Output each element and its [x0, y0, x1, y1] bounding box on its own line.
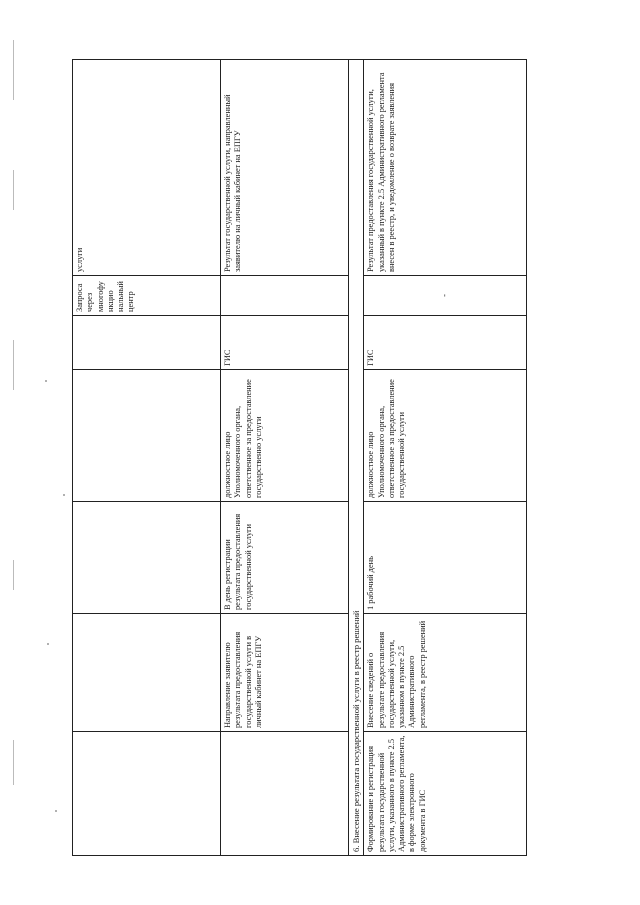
cell-result: услуги [73, 60, 221, 276]
cell-action: Направление заявителю результата предоставления государственной услуги в личный кабинет на ЕПГУ [221, 614, 349, 732]
binding-marks [10, 40, 18, 860]
table-row-section6 [364, 60, 527, 856]
cell-result: Результат государственной услуги, направленный заявителю на личный кабинет на ЕПГУ [221, 60, 349, 276]
table-row-continuation [73, 60, 221, 856]
cell-resource: ГИС [364, 316, 527, 370]
cell-condition [221, 276, 349, 316]
rotated-table-container [72, 60, 527, 856]
cell-responsible: должностное лицо Уполномоченного органа, ответственное за предоставление государственно услуги [221, 370, 349, 502]
cell-term-empty [73, 502, 221, 614]
scan-speck [63, 494, 65, 496]
table-row-section-heading [349, 60, 364, 856]
procedure-table [72, 59, 527, 856]
cell-term: 1 рабочий день [364, 502, 527, 614]
cell-action-empty [73, 614, 221, 732]
scan-speck [55, 810, 57, 812]
cell-procedure-empty [73, 732, 221, 856]
cell-resource-empty [73, 316, 221, 370]
cell-responsible: должностное лицо Уполномоченного органа, ответственное за предоставление государственной услуги [364, 370, 527, 502]
scan-speck [45, 380, 47, 382]
cell-term: В день регистрации результата предоставления государственной услуги [221, 502, 349, 614]
table-row-epgu [221, 60, 349, 856]
cell-responsible-empty [73, 370, 221, 502]
section-6-heading: 6. Внесение результата государственной услуги в реестр решений [349, 60, 364, 856]
cell-procedure-empty [221, 732, 349, 856]
cell-action: Внесение сведений о результате предоставления государственной услуги, указанном в пункте 2.5 Административного регламента, в реестр решений [364, 614, 527, 732]
cell-resource: ГИС [221, 316, 349, 370]
cell-condition: - [364, 276, 527, 316]
scan-speck [47, 643, 49, 645]
cell-condition: Запроса через многофункцио нальный центр [73, 276, 221, 316]
cell-procedure: Формирование и регистрация результата государственной услуги, указанного в пункте 2.5 Административного регламента, в форме электронного документа в ГИС [364, 732, 527, 856]
cell-result: Результат предоставления государственной услуги, указанный в пункте 2.5 Административного регламента внесен в реестр, и уведомление о возврате заявления [364, 60, 527, 276]
